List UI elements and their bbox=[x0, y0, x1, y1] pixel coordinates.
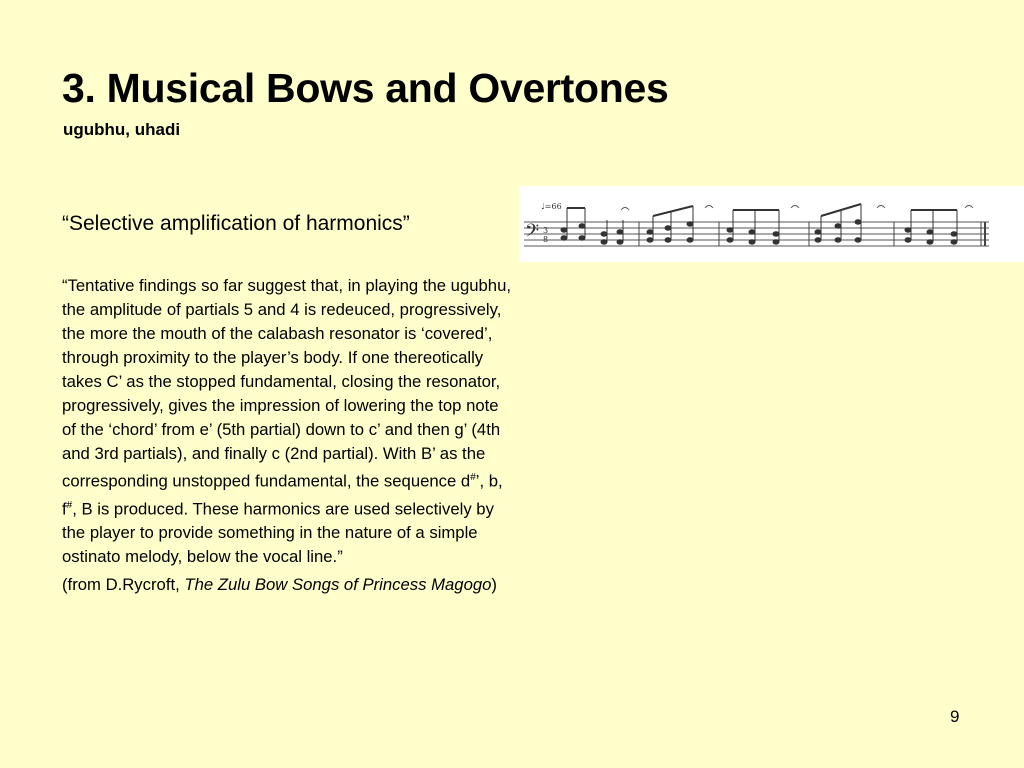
bass-clef-icon: 𝄢 bbox=[525, 221, 540, 246]
slide-title: 3. Musical Bows and Overtones bbox=[62, 65, 669, 111]
music-score-svg bbox=[519, 186, 1024, 262]
citation bbox=[62, 573, 517, 597]
music-score-image bbox=[519, 186, 1024, 262]
quote-paragraph bbox=[62, 274, 517, 569]
page-number: 9 bbox=[950, 707, 960, 726]
quote-heading: “Selective amplification of harmonics” bbox=[62, 212, 410, 235]
quote-body-part-2: ’, b, f bbox=[62, 471, 503, 519]
body-text bbox=[62, 210, 517, 597]
citation-prefix: (from D.Rycroft, bbox=[62, 575, 185, 595]
time-signature-icon-2: 8 bbox=[543, 235, 549, 244]
sharp-sign: # bbox=[470, 472, 476, 483]
citation-suffix: ) bbox=[491, 575, 497, 595]
quote-body-part-1: “Tentative findings so far suggest that, in playing the ugubhu, the amplitude of partials 5 and 4 is redeuced, progressively, the more the mouth of the calabash resonator is ‘covered’, through proximity to the player’s body. If one thereotically takes C’ as the stopped fundamental, closing the resonator, progressively, gives the impression of lowering the top note of the ‘chord’ from e’ (5th partial) down to c’ and then g’ (4th and 3rd partials), and finally c (2nd partial). With B’ as the corresponding unstopped fundamental, the sequence d bbox=[62, 276, 511, 491]
quote-body-part-3: , B is produced. These harmonics are used selectively by the player to provide something in the nature of a simple ostinato melody, below the vocal line.” bbox=[62, 499, 494, 567]
time-signature-icon: 3 bbox=[543, 226, 549, 235]
slide-subtitle: ugubhu, uhadi bbox=[63, 120, 181, 139]
citation-title: The Zulu Bow Songs of Princess Magogo bbox=[184, 575, 492, 595]
notes-group bbox=[561, 204, 957, 244]
tempo-marking: ♩=66 bbox=[541, 202, 562, 211]
sharp-sign-2: # bbox=[66, 499, 73, 511]
